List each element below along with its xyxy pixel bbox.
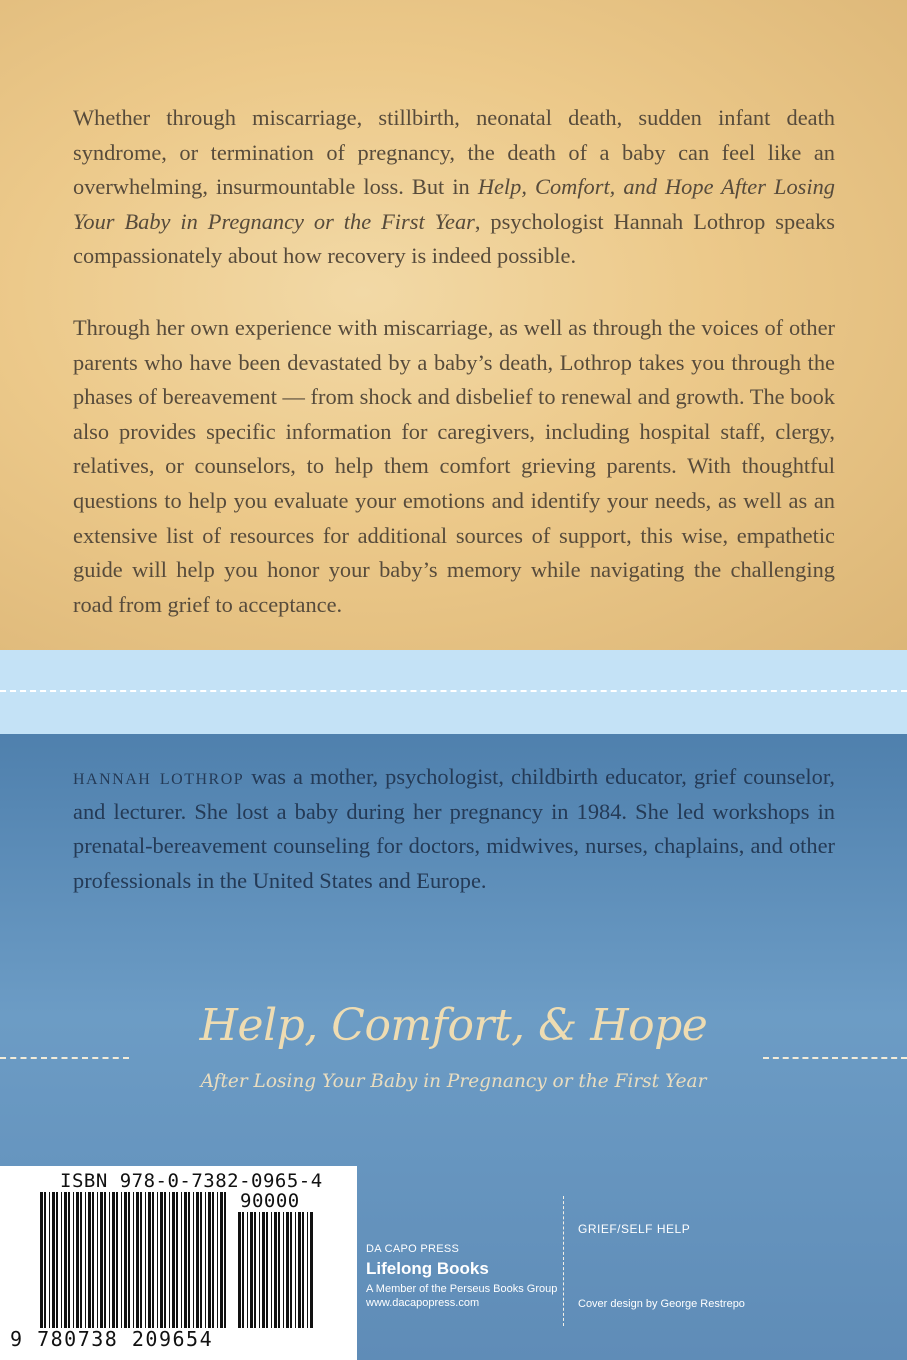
light-blue-band — [0, 650, 907, 734]
book-title: Help, Comfort, & Hope — [199, 1000, 708, 1051]
author-bio — [73, 760, 835, 898]
book-title-inline: Help, Comfort, and Hope After Losing Your Baby in Pregnancy or the First Year — [73, 174, 835, 234]
publisher-member: A Member of the Perseus Books Group — [366, 1283, 558, 1295]
publisher-separator — [563, 1196, 564, 1326]
blurb-paragraph-2: Through her own experience with miscarriage, as well as through the voices of other parents who have been devastated by a baby’s death, Lothrop takes you through the phases of bereavement — from shock and disbelief to renewal and growth. The book also provides specific information for caregivers, including hospital staff, clergy, relatives, or counselors, to help them comfort grieving parents. With thoughtful questions to help you evaluate your emotions and identify your needs, as well as an extensive list of resources for additional sources of support, this wise, empathetic guide will help you honor your baby’s memory while navigating the challenging road from grief to acceptance. — [73, 315, 835, 617]
blurb-text: Whether through miscarriage, stillbirth, neonatal death, sudden infant death syndrome, or termination of pregnancy, the death of a baby can feel like an overwhelming, insurmountable loss. But in — [73, 105, 835, 200]
isbn-label: ISBN 978-0-7382-0965-4 — [60, 1170, 323, 1192]
barcode-addon-icon — [238, 1212, 314, 1328]
title-rule-right — [763, 1057, 907, 1059]
barcode-icon — [40, 1192, 230, 1328]
publisher-press: DA CAPO PRESS — [366, 1243, 460, 1255]
cover-credit: Cover design by George Restrepo — [578, 1298, 745, 1310]
publisher-url: www.dacapopress.com — [366, 1297, 480, 1309]
blurb-paragraph-1 — [73, 101, 835, 274]
book-subtitle: After Losing Your Baby in Pregnancy or the First Year — [200, 1071, 707, 1092]
price-code: 90000 — [240, 1190, 300, 1212]
title-rule-left — [0, 1057, 129, 1059]
category-label: GRIEF/SELF HELP — [578, 1222, 691, 1236]
blurb-text: , psychologist Hannah Lothrop speaks compassionately about how recovery is indeed possible. — [73, 208, 835, 269]
bio-text: was a mother, psychologist, childbirth educator, grief counselor, and lecturer. She lost a baby during her pregnancy in 1984. She led workshops in prenatal-bereavement counseling for doctors, midwives, nurses, chaplains, and other professionals in the United States and Europe. — [73, 764, 835, 893]
author-name: hannah lothrop — [73, 764, 245, 789]
dashed-divider — [0, 690, 907, 692]
publisher-imprint: Lifelong Books — [366, 1259, 489, 1278]
barcode-digits: 9 780738 209654 — [10, 1327, 214, 1351]
